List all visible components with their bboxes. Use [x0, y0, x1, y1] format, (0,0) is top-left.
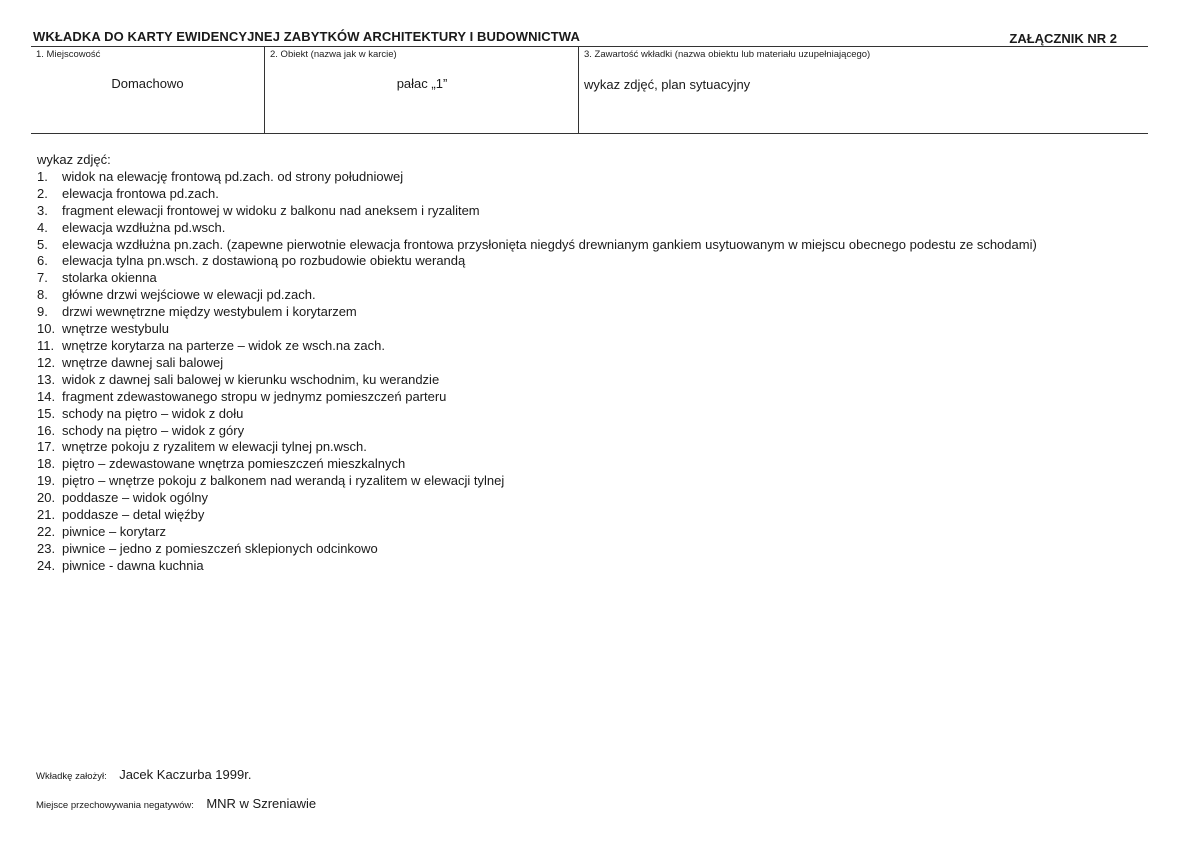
list-item — [37, 203, 1037, 220]
list-item — [37, 169, 1037, 186]
list-item — [37, 541, 1037, 558]
photo-list-items — [37, 169, 1037, 575]
list-item-number: 12. — [37, 354, 56, 370]
field-content — [578, 47, 1149, 133]
photo-list — [37, 152, 1037, 575]
list-item-text: poddasze – detal więźby — [62, 507, 205, 523]
list-item-text: piwnice - dawna kuchnia — [62, 557, 204, 573]
list-item-text: stolarka okienna — [62, 270, 157, 286]
list-item-number: 21. — [37, 507, 56, 523]
field-object-label: 2. Obiekt (nazwa jak w karcie) — [270, 49, 397, 60]
list-item-number: 4. — [37, 219, 48, 235]
list-item — [37, 423, 1037, 440]
list-item-text: widok z dawnej sali balowej w kierunku wschodnim, ku werandzie — [62, 371, 440, 387]
list-item — [37, 321, 1037, 338]
list-item-text: wnętrze pokoju z ryzalitem w elewacji tylnej pn.wsch. — [62, 439, 367, 455]
list-item-text: główne drzwi wejściowe w elewacji pd.zach. — [62, 287, 316, 303]
annex-number: ZAŁĄCZNIK NR 2 — [1009, 31, 1117, 46]
list-item — [37, 253, 1037, 270]
list-item-text: elewacja wzdłużna pn.zach. (zapewne pierwotnie elewacja frontowa przysłonięta niegdyś drewnianym gankiem usytuowanym w miejscu obecnego podestu ze schodami) — [62, 236, 1037, 252]
list-item — [37, 220, 1037, 237]
list-item-text: elewacja wzdłużna pd.wsch. — [62, 219, 226, 235]
list-item — [37, 439, 1037, 456]
list-item — [37, 406, 1037, 423]
list-item-number: 1. — [37, 168, 48, 184]
list-item-text: piwnice – korytarz — [62, 523, 167, 539]
list-item — [37, 270, 1037, 287]
list-item-text: drzwi wewnętrzne między westybulem i korytarzem — [62, 304, 357, 320]
list-item — [37, 338, 1037, 355]
list-item — [37, 524, 1037, 541]
list-item-number: 20. — [37, 490, 56, 506]
list-item-text: elewacja frontowa pd.zach. — [62, 185, 219, 201]
list-item — [37, 186, 1037, 203]
header-fields-table — [31, 47, 1148, 134]
footer-storage — [36, 795, 316, 813]
list-item-text: piętro – zdewastowane wnętrza pomieszczeń mieszkalnych — [62, 456, 406, 472]
list-item-number: 17. — [37, 439, 56, 455]
list-item — [37, 355, 1037, 372]
list-item-text: schody na piętro – widok z dołu — [62, 405, 244, 421]
list-item — [37, 237, 1037, 254]
list-item-text: schody na piętro – widok z góry — [62, 422, 245, 438]
list-item-text: fragment elewacji frontowej w widoku z balkonu nad aneksem i ryzalitem — [62, 202, 480, 218]
list-item-number: 7. — [37, 270, 48, 286]
field-content-value: wykaz zdjęć, plan sytuacyjny — [584, 77, 751, 92]
list-item-number: 19. — [37, 473, 56, 489]
list-item-text: elewacja tylna pn.wsch. z dostawioną po rozbudowie obiektu werandą — [62, 253, 466, 269]
list-item-number: 15. — [37, 405, 56, 421]
field-object-value: pałac „1” — [396, 76, 448, 91]
author-value: Jacek Kaczurba 1999r. — [119, 767, 252, 782]
list-item-number: 2. — [37, 185, 48, 201]
list-item-number: 11. — [37, 337, 55, 353]
list-item-number: 16. — [37, 422, 56, 438]
list-item-text: poddasze – widok ogólny — [62, 490, 208, 506]
list-item-number: 14. — [37, 388, 56, 404]
list-item — [37, 372, 1037, 389]
list-item-number: 23. — [37, 540, 56, 556]
list-item-number: 24. — [37, 557, 56, 573]
list-item-text: widok na elewację frontową pd.zach. od strony południowej — [62, 168, 404, 184]
list-item-text: wnętrze westybulu — [62, 321, 169, 337]
list-item-text: piwnice – jedno z pomieszczeń sklepionych odcinkowo — [62, 540, 378, 556]
photo-list-heading: wykaz zdjęć: — [37, 152, 111, 167]
field-location-label: 1. Miejscowość — [36, 49, 101, 60]
author-label: Wkładkę założył: — [36, 771, 107, 782]
document-title: WKŁADKA DO KARTY EWIDENCYJNEJ ZABYTKÓW ARCHITEKTURY I BUDOWNICTWA — [33, 29, 580, 44]
field-location-value: Domachowo — [111, 76, 184, 91]
storage-label: Miejsce przechowywania negatywów: — [36, 800, 194, 811]
list-item-number: 3. — [37, 202, 48, 218]
list-item-text: fragment zdewastowanego stropu w jednymz pomieszczeń parteru — [62, 388, 447, 404]
list-item — [37, 304, 1037, 321]
list-item — [37, 389, 1037, 406]
list-item-text: wnętrze korytarza na parterze – widok ze wsch.na zach. — [62, 337, 385, 353]
list-item — [37, 507, 1037, 524]
list-item-number: 10. — [37, 321, 56, 337]
list-item-number: 5. — [37, 236, 48, 252]
list-item-number: 13. — [37, 371, 56, 387]
list-item-number: 22. — [37, 523, 56, 539]
list-item — [37, 558, 1037, 575]
list-item — [37, 473, 1037, 490]
list-item — [37, 456, 1037, 473]
storage-value: MNR w Szreniawie — [206, 796, 317, 811]
field-content-label: 3. Zawartość wkładki (nazwa obiektu lub materiału uzupełniającego) — [584, 49, 871, 60]
list-item — [37, 490, 1037, 507]
field-object — [264, 47, 579, 133]
list-item-text: wnętrze dawnej sali balowej — [62, 354, 224, 370]
list-item-number: 18. — [37, 456, 56, 472]
list-item-number: 8. — [37, 287, 48, 303]
field-location — [31, 47, 264, 133]
list-item-number: 6. — [37, 253, 48, 269]
list-item-text: piętro – wnętrze pokoju z balkonem nad werandą i ryzalitem w elewacji tylnej — [62, 473, 505, 489]
footer-author — [36, 766, 251, 784]
list-item — [37, 287, 1037, 304]
list-item-number: 9. — [37, 304, 48, 320]
